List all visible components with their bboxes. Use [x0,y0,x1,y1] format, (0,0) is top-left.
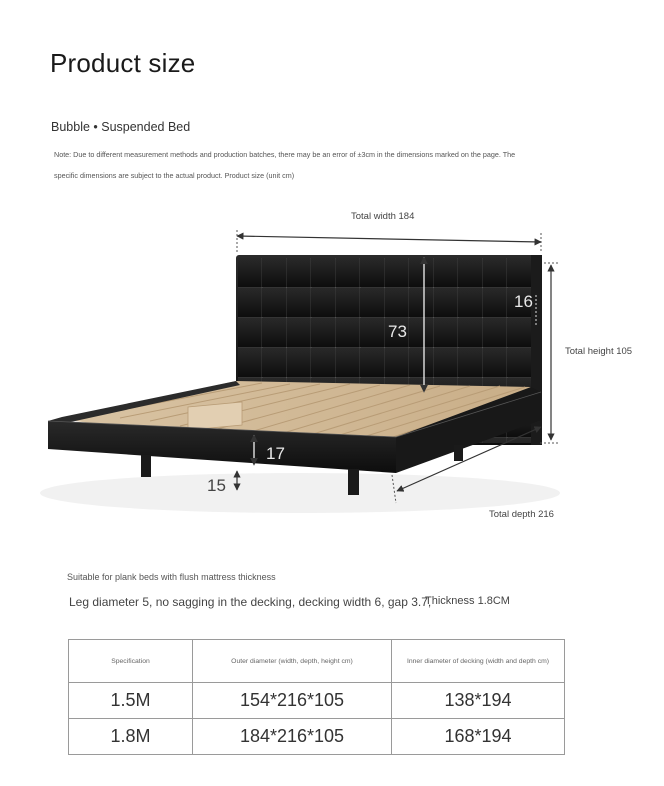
leg-height-label: 15 [207,476,226,495]
total-width-arrow [237,236,541,242]
table-cell: 168*194 [392,719,565,755]
thickness-note: Thickness 1.8CM [425,595,510,607]
total-depth-label: Total depth 216 [489,509,554,520]
table-cell: 1.8M [69,719,193,755]
column-header: Outer diameter (width, depth, height cm) [193,640,392,683]
page-title: Product size [50,48,196,78]
spec-table [68,639,565,755]
table-header-row [69,640,565,683]
leg-spec-note: Leg diameter 5, no sagging in the decking, decking width 6, gap 3.7, [69,595,432,609]
headboard-thickness-label: 16 [514,292,533,311]
total-height-label: Total height 105 [565,346,633,357]
suitability-note: Suitable for plank beds with flush mattress thickness [67,572,276,582]
table-row [69,719,565,755]
table-cell: 154*216*105 [193,683,392,719]
frame-height-label: 17 [266,444,285,463]
headboard-height-label: 73 [388,322,407,341]
bed-illustration [0,195,664,535]
floor-shadow [40,473,560,513]
column-header: Inner diameter of decking (width and depth cm) [392,640,565,683]
table-cell: 138*194 [392,683,565,719]
column-header: Specification [69,640,193,683]
measurement-note-line-1: Note: Due to different measurement methods and production batches, there may be an error of ±3cm in the dimensions marked on the page. The [54,150,516,159]
bed-dimension-diagram [0,195,664,535]
product-subtitle: Bubble • Suspended Bed [51,120,191,134]
total-width-label: Total width 184 [351,211,415,222]
table-cell: 1.5M [69,683,193,719]
measurement-note-line-2: specific dimensions are subject to the actual product. Product size (unit cm) [54,171,295,180]
table-cell: 184*216*105 [193,719,392,755]
table-row [69,683,565,719]
